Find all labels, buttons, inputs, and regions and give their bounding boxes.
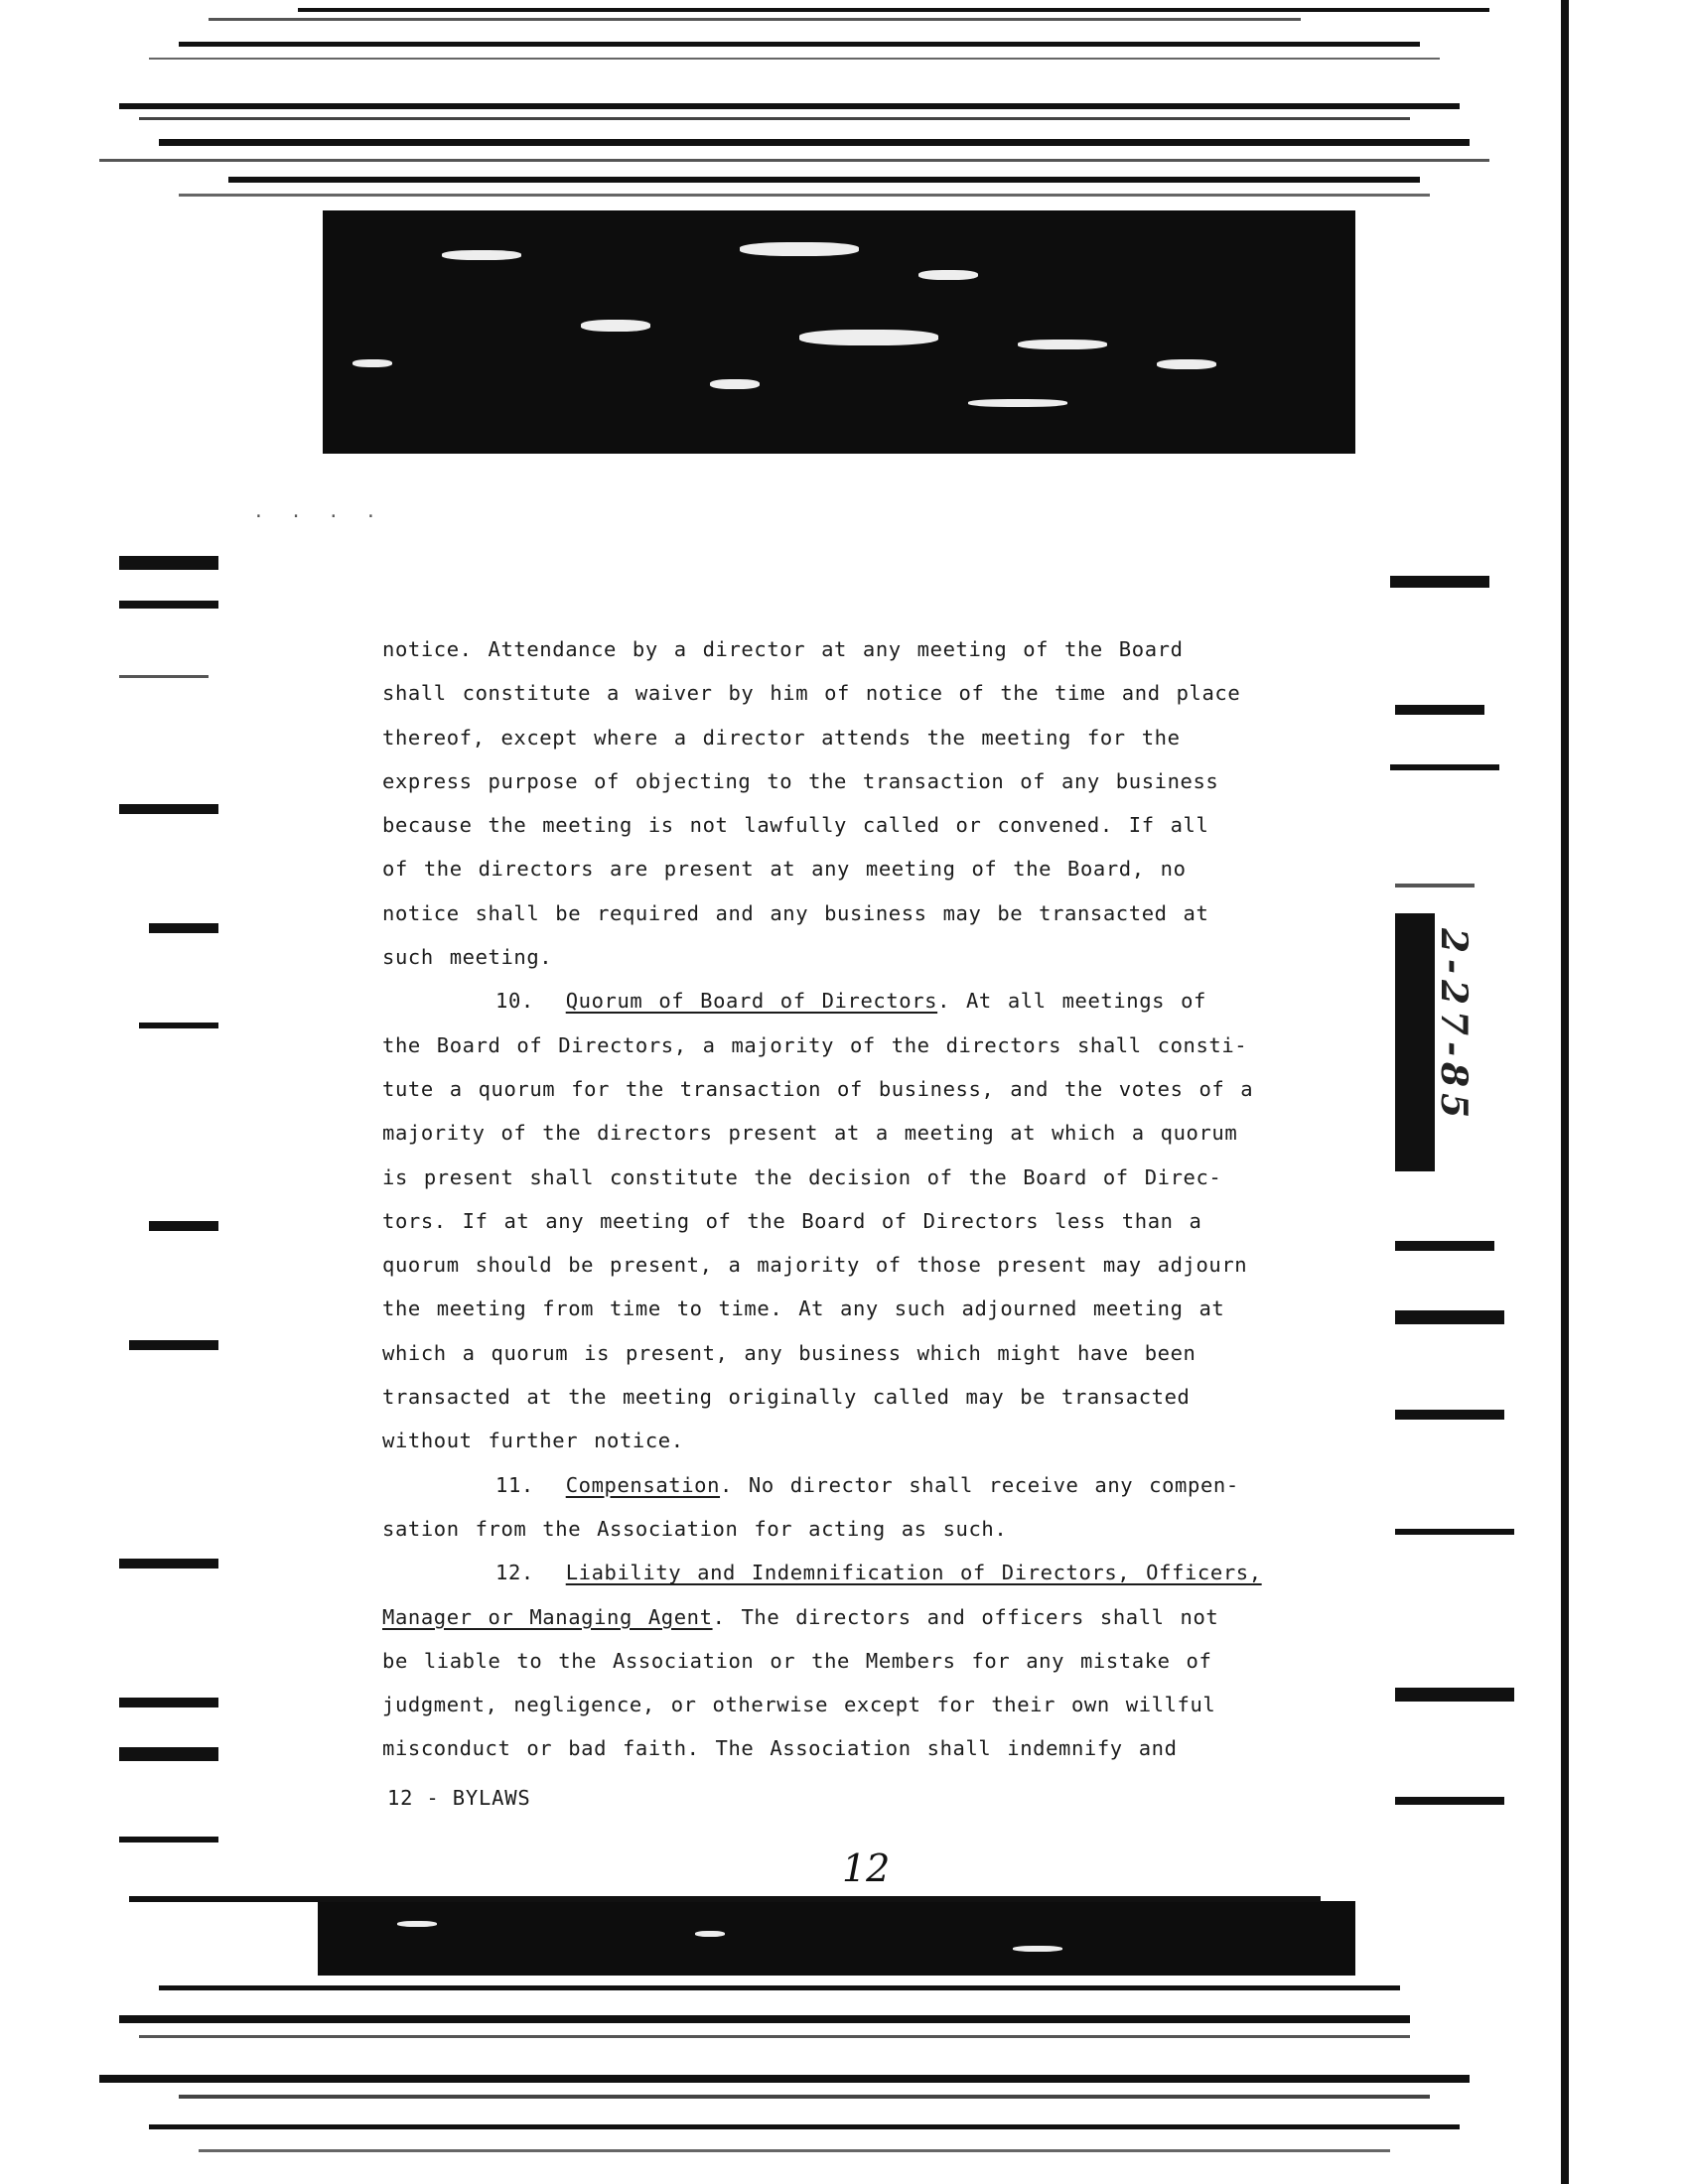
text-line: notice. Attendance by a director at any meeting of the Board <box>382 637 1184 661</box>
scan-noise-left <box>0 467 223 1876</box>
section-12-first-line <box>382 1551 1276 1594</box>
text-line: notice shall be required and any business may be transacted at <box>382 900 1209 925</box>
scan-noise-right <box>1385 467 1554 1876</box>
text-line: majority of the directors present at a meeting at which a quorum <box>382 1121 1238 1146</box>
text-line: tors. If at any meeting of the Board of Directors less than a <box>382 1208 1202 1233</box>
scan-edge-bar <box>1561 0 1569 2184</box>
scan-noise-top <box>0 0 1688 208</box>
stamp-date-text: 2-27-85 <box>1433 928 1475 1125</box>
side-date-stamp <box>1395 913 1475 1171</box>
section-12-heading: Liability and Indemnification of Directors, Officers, <box>565 1561 1262 1585</box>
stamp-black-bar <box>1395 913 1435 1171</box>
scan-dots: · · · · <box>253 506 384 527</box>
text-line: judgment, negligence, or otherwise except for their own willful <box>382 1693 1216 1717</box>
section-11-text: . No director shall receive any compen- <box>720 1472 1239 1497</box>
section-11-number: 11. <box>495 1472 534 1497</box>
text-line: misconduct or bad faith. The Association shall indemnify and <box>382 1736 1178 1761</box>
scan-noise-bottom <box>0 1876 1688 2184</box>
text-line: thereof, except where a director attends the meeting for the <box>382 725 1181 750</box>
text-line: shall constitute a waiver by him of notice of the time and place <box>382 681 1241 706</box>
section-12-text: . The directors and officers shall not <box>712 1604 1219 1629</box>
text-line: quorum should be present, a majority of those present may adjourn <box>382 1253 1248 1278</box>
section-10-heading: Quorum of Board of Directors <box>565 989 938 1014</box>
text-line: express purpose of objecting to the transaction of any business <box>382 768 1219 793</box>
text-line: is present shall constitute the decision of the Board of Direc- <box>382 1164 1222 1189</box>
text-line: of the directors are present at any meeting of the Board, no <box>382 857 1187 882</box>
text-line: be liable to the Association or the Members for any mistake of <box>382 1648 1212 1673</box>
text-line: transacted at the meeting originally called may be transacted <box>382 1385 1191 1410</box>
section-10-number: 10. <box>495 989 534 1014</box>
text-line: sation from the Association for acting as such. <box>382 1516 1008 1541</box>
text-line: which a quorum is present, any business which might have been <box>382 1340 1196 1365</box>
text-line: such meeting. <box>382 945 553 970</box>
handwritten-page-number: 12 <box>842 1846 891 1890</box>
section-10-first-line <box>382 979 1276 1023</box>
section-12-second-line <box>382 1595 1276 1639</box>
section-11-first-line <box>382 1463 1276 1507</box>
document-page <box>226 467 1368 1890</box>
body-text <box>382 627 1276 1771</box>
text-line: tute a quorum for the transaction of business, and the votes of a <box>382 1076 1254 1101</box>
footer-label: 12 - BYLAWS <box>387 1786 531 1810</box>
scan-black-band-top <box>323 210 1355 454</box>
text-line: without further notice. <box>382 1429 684 1453</box>
text-line: the meeting from time to time. At any such adjourned meeting at <box>382 1297 1225 1321</box>
section-12-heading-cont: Manager or Managing Agent <box>382 1604 713 1629</box>
section-10-text: . At all meetings of <box>937 989 1206 1014</box>
section-11-heading: Compensation <box>565 1472 721 1497</box>
text-line: the Board of Directors, a majority of the directors shall consti- <box>382 1032 1248 1057</box>
text-line: because the meeting is not lawfully called or convened. If all <box>382 813 1209 838</box>
section-12-number: 12. <box>495 1561 534 1585</box>
